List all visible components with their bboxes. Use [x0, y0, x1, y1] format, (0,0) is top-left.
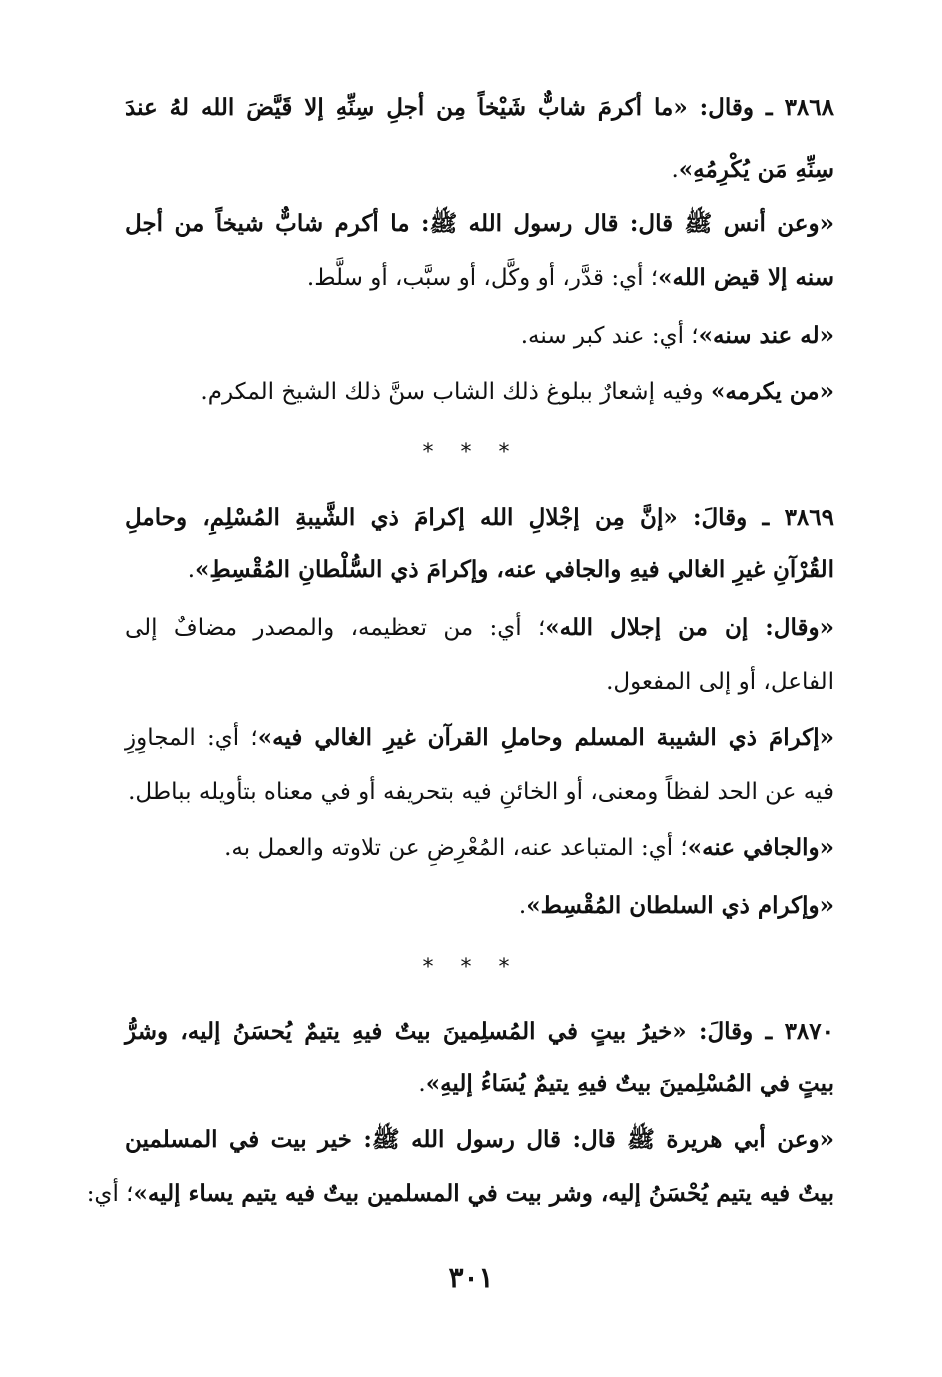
hadith-3870-line-1	[125, 1014, 834, 1050]
commentary-explanation: ؛ أي: المتباعد عنه، المُعْرِضِ عن تلاوته والعمل به.	[224, 835, 688, 861]
hadith-3869-line-2	[125, 552, 834, 588]
section-separator: * * *	[422, 955, 520, 980]
commentary-quote: سنه إلا قيض الله»	[658, 264, 834, 291]
hadith-3869-period: .	[187, 557, 196, 583]
hadith-3868-commentary-1-line-2	[125, 260, 834, 296]
hadith-3870-text-2: بيتٍ في المُسْلِمينَ بيتٌ فيهِ يتيمٌ يُسَاءُ إليهِ»	[425, 1070, 834, 1097]
hadith-3868-period: .	[671, 157, 679, 183]
commentary-explanation: ؛ أي: من تعظيمه، والمصدر مضافٌ إلى	[125, 615, 546, 641]
commentary-quote: «له عند سنه»	[698, 322, 834, 349]
hadith-3868-commentary-2	[125, 318, 834, 354]
hadith-3868-commentary-1-line-1	[125, 206, 834, 242]
hadith-3870-period: .	[418, 1071, 426, 1097]
hadith-3869-text-1: ٣٨٦٩ ـ وقالَ: «إنَّ مِن إجْلالِ الله إكرامَ ذي الشَّيبةِ المُسْلِمِ، وحاملِ	[125, 504, 834, 531]
hadith-3870-commentary-1-line-1	[125, 1122, 834, 1158]
section-separator: * * *	[422, 440, 520, 465]
commentary-explanation: ؛ أي: المجاوِزِ	[125, 725, 258, 751]
hadith-3868-line-2	[125, 152, 834, 188]
commentary-explanation: وفيه إشعارٌ ببلوغ ذلك الشاب سنَّ ذلك الشيخ المكرم.	[200, 379, 711, 405]
commentary-quote: «وعن أنس ﷺ قال: قال رسول الله ﷺ: ما أكرم شابٌّ شيخاً من أجل	[125, 210, 834, 237]
commentary-quote: «وقال: إن من إجلال الله»	[545, 614, 834, 641]
hadith-3869-commentary-4	[125, 888, 834, 924]
commentary-explanation: ؛ أي: عند كبر سنه.	[520, 323, 699, 349]
commentary-explanation: الفاعل، أو إلى المفعول.	[606, 669, 834, 695]
commentary-quote: «إكرامَ ذي الشيبة المسلم وحاملِ القرآن غيرِ الغالي فيه»	[257, 724, 835, 751]
hadith-3870-commentary-1-line-2	[86, 1176, 834, 1212]
commentary-quote: «من يكرمه»	[710, 378, 834, 405]
hadith-3869-commentary-2-line-1	[125, 720, 834, 756]
hadith-3868-text-1: ٣٨٦٨ ـ وقال: «ما أكرمَ شابٌّ شَيْخاً مِن أجلِ سِنِّهِ إلا قَيَّضَ الله لهُ عندَ	[125, 94, 834, 121]
hadith-3869-commentary-1-line-2	[125, 664, 834, 700]
hadith-3869-line-1	[125, 500, 834, 536]
hadith-3870-text-1: ٣٨٧٠ ـ وقالَ: «خيرُ بيتٍ في المُسلِمينَ بيتٌ فيهِ يتيمٌ يُحسَنُ إليه، وشرُّ	[125, 1018, 834, 1045]
commentary-explanation: ؛ أي: قدَّر، أو وكَّل، أو سبَّب، أو سلَّط.	[306, 265, 659, 291]
hadith-3870-line-2	[125, 1066, 834, 1102]
page-number: ٣٠١	[448, 1261, 494, 1294]
commentary-quote: «وعن أبي هريرة ﷺ قال: قال رسول الله ﷺ: خير بيت في المسلمين	[125, 1126, 834, 1153]
hadith-3869-commentary-3	[125, 830, 834, 866]
commentary-period: .	[518, 893, 527, 919]
hadith-3869-text-2: القُرْآنِ غيرِ الغالي فيهِ والجافي عنه، وإكرامَ ذي السُّلْطانِ المُقْسِطِ»	[195, 556, 834, 583]
hadith-3869-commentary-1-line-1	[125, 610, 834, 646]
commentary-quote: «والجافي عنه»	[687, 834, 834, 861]
commentary-quote: بيتٌ فيه يتيم يُحْسَنُ إليه، وشر بيت في المسلمين بيتٌ فيه يتيم يساء إليه»	[133, 1180, 834, 1207]
hadith-3868-line-1	[125, 90, 834, 126]
commentary-explanation: فيه عن الحد لفظاً ومعنى، أو الخائنِ فيه بتحريفه أو في معناه بتأويله بباطل.	[128, 779, 834, 805]
commentary-explanation: ؛ أي:	[86, 1181, 134, 1207]
commentary-quote: «وإكرام ذي السلطان المُقْسِط»	[526, 892, 834, 919]
hadith-3868-commentary-3	[125, 374, 834, 410]
hadith-3868-text-2: سِنِّهِ مَن يُكْرِمُهِ»	[678, 156, 834, 183]
hadith-3869-commentary-2-line-2	[125, 774, 834, 810]
